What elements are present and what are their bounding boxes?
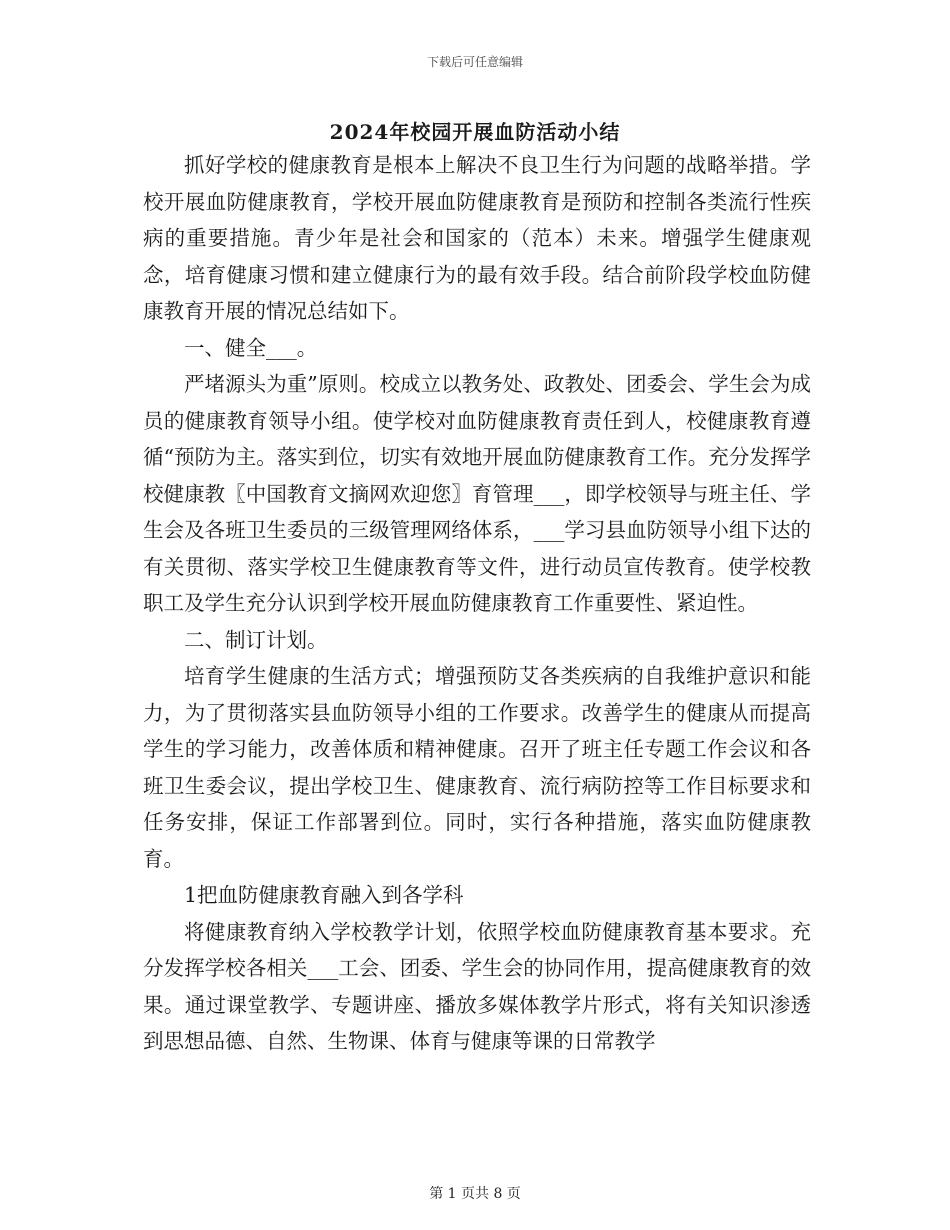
paragraph-section-1: 严堵源头为重”原则。校成立以教务处、政教处、团委会、学生会为成员的健康教育领导小组。使学校对血防健康教育责任到人，校健康教育遵循“预防为主。落实到位，切实有效地开展血防健康教育工作。充分发挥学校健康教〖中国教育文摘网欢迎您〗育管理___，即学校领导与班主任、学生会及各班卫生委员的三级管理网络体系，___学习县血防领导小组下达的有关贯彻、落实学校卫生健康教育等文件，进行动员宣传教育。使学校教职工及学生充分认识到学校开展血防健康教育工作重要性、紧迫性。 bbox=[143, 372, 811, 615]
document-body bbox=[143, 147, 811, 1060]
section-heading-1: 一、健全___。 bbox=[184, 335, 318, 360]
subsection-heading-1: 1把血防健康教育融入到各学科 bbox=[184, 883, 464, 907]
document-title: 2024年校园开展血防活动小结 bbox=[329, 120, 621, 144]
page-header: 下载后可任意编辑 bbox=[426, 55, 523, 69]
paragraph-subsection-1: 将健康教育纳入学校教学计划，依照学校血防健康教育基本要求。充分发挥学校各相关___工会、团委、学生会的协同作用，提高健康教育的效果。通过课堂教学、专题讲座、播放多媒体教学片形式，将有关知识渗透到思想品德、自然、生物课、体育与健康等课的日常教学 bbox=[143, 919, 811, 1053]
section-heading-2: 二、制订计划。 bbox=[184, 627, 328, 652]
page-footer: 第 1 页共 8 页 bbox=[429, 1186, 521, 1202]
paragraph-intro: 抓好学校的健康教育是根本上解决不良卫生行为问题的战略举措。学校开展血防健康教育，学校开展血防健康教育是预防和控制各类流行性疾病的重要措施。青少年是社会和国家的（范本）未来。增强学生健康观念，培育健康习惯和建立健康行为的最有效手段。结合前阶段学校血防健康教育开展的情况总结如下。 bbox=[143, 153, 811, 323]
paragraph-section-2: 培育学生健康的生活方式；增强预防艾各类疾病的自我维护意识和能力，为了贯彻落实县血防领导小组的工作要求。改善学生的健康从而提高学生的学习能力，改善体质和精神健康。召开了班主任专题工作会议和各班卫生委会议，提出学校卫生、健康教育、流行病防控等工作目标要求和任务安排，保证工作部署到位。同时，实行各种措施，落实血防健康教育。 bbox=[143, 664, 811, 871]
